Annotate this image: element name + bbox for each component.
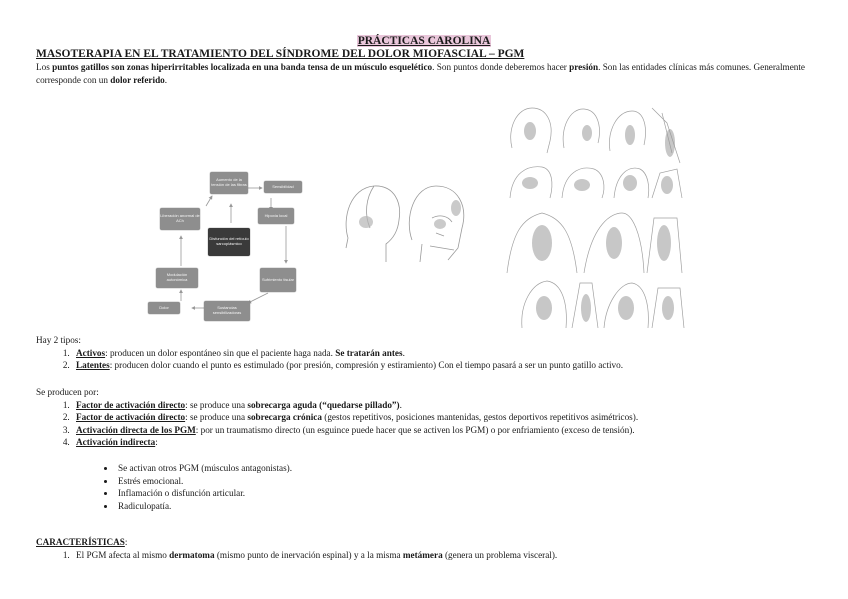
list-item: 3. Activación directa de los PGM: por un traumatismo directo (un esguince puede hacer que se activen los PGM) o por enfriamiento (exceso de tensión). bbox=[72, 424, 826, 437]
page-title: PRÁCTICAS CAROLINA bbox=[357, 35, 491, 47]
caracteristicas-section bbox=[36, 536, 816, 561]
tipos-heading: Hay 2 tipos: bbox=[36, 335, 81, 345]
intro-paragraph: Los puntos gatillos son zonas hiperirritables localizada en una banda tensa de un músculo esquelético. Son puntos donde deberemos hacer presión. Son las entidades clínicas más comunes. Generalmente corresponde con un dolor referido. bbox=[36, 62, 806, 85]
cycle-node: Hipoxia local bbox=[258, 208, 294, 224]
document-subtitle: MASOTERAPIA EN EL TRATAMIENTO DEL SÍNDROME DEL DOLOR MIOFASCIAL – PGM bbox=[36, 48, 525, 60]
cycle-node: Sensibilidad bbox=[264, 181, 302, 193]
tipos-list bbox=[36, 347, 816, 372]
caracteristicas-list bbox=[36, 549, 816, 562]
indirect-causes bbox=[36, 462, 736, 512]
list-item: 1. El PGM afecta al mismo dermatoma (mismo punto de inervación espinal) y a la misma metámera (genera un problema visceral). bbox=[72, 549, 816, 562]
list-item: 1. Activos: producen un dolor espontáneo sin que el paciente haga nada. Se tratarán antes. bbox=[72, 347, 816, 360]
list-item: 1. Factor de activación directo: se produce una sobrecarga aguda (“quedarse pillado”). bbox=[72, 399, 826, 412]
list-item: • Radiculopatía. bbox=[116, 500, 736, 513]
list-item: 4. Activación indirecta: bbox=[72, 436, 826, 449]
producen-list bbox=[36, 399, 826, 449]
bullet-list bbox=[36, 462, 736, 512]
cycle-node: Aumento de la tensión de las fibras bbox=[210, 172, 248, 194]
cycle-node: Modulación autonómica bbox=[156, 268, 198, 288]
producen-heading: Se producen por: bbox=[36, 387, 99, 397]
list-item: 2. Factor de activación directo: se produce una sobrecarga crónica (gestos repetitivos, posiciones mantenidas, gestos deportivos repetitivos asimétricos). bbox=[72, 411, 826, 424]
producen-section bbox=[36, 386, 826, 449]
cycle-node: Sustancias sensibilizadoras bbox=[204, 301, 250, 321]
cycle-node: Liberación anormal de ACh bbox=[160, 208, 200, 230]
list-item: • Inflamación o disfunción articular. bbox=[116, 487, 736, 500]
list-item: 2. Latentes: producen dolor cuando el punto es estimulado (por presión, compresión y estiramiento) Con el tiempo pasará a ser un punto gatillo activo. bbox=[72, 359, 816, 372]
cycle-node: Sufrimiento tisular bbox=[260, 268, 296, 292]
head-anatomy-illustration bbox=[336, 178, 471, 264]
list-item: • Estrés emocional. bbox=[116, 475, 736, 488]
cycle-node: Dolor bbox=[148, 302, 180, 314]
cycle-node-center: Disfunción del retículo sarcoplásmico bbox=[208, 228, 250, 256]
caracteristicas-heading: CARACTERÍSTICAS: bbox=[36, 537, 128, 547]
tipos-section bbox=[36, 334, 816, 372]
trigger-point-referral-atlas bbox=[502, 103, 687, 333]
trigger-point-cycle-diagram bbox=[146, 168, 316, 328]
list-item: • Se activan otros PGM (músculos antagonistas). bbox=[116, 462, 736, 475]
